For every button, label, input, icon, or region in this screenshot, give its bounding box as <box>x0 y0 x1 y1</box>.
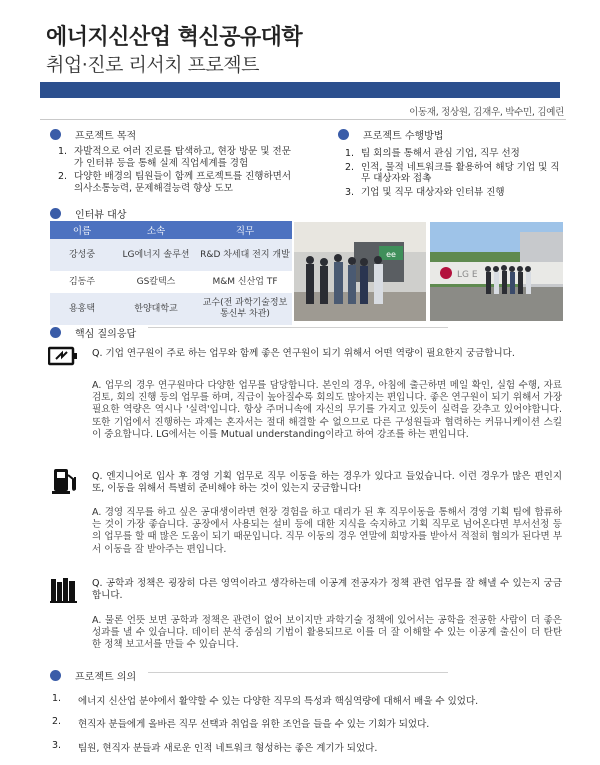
section-method-title: 프로젝트 수행방법 <box>363 131 444 142</box>
question-2: Q. 엔지니어로 입사 후 경영 기획 업무로 직무 이동을 하는 경우가 있다고 들었습니다. 이런 경우가 많은 편인지 또, 이동을 위해서 특별히 준비해야 하는 것이 있는지 궁금합니다! <box>92 471 562 494</box>
header-band <box>40 82 560 98</box>
page-title: 에너지신산업 혁신공유대학 <box>46 25 303 50</box>
table-row: 용홍택 한양대학교 교수(전 과학기술정보통신부 차관) <box>50 293 292 325</box>
section-purpose-title: 프로젝트 목적 <box>75 131 137 142</box>
divider <box>148 672 448 673</box>
bullet-icon <box>50 327 61 338</box>
books-icon <box>50 576 78 608</box>
table-header: 직무 <box>198 221 292 239</box>
divider <box>148 327 448 328</box>
method-list <box>345 148 563 200</box>
list-item: 1. 팀 회의를 통해서 관심 기업, 직무 선정 <box>345 148 520 159</box>
purpose-list <box>58 146 298 196</box>
list-item: 3. 기업 및 직무 대상자와 인터뷰 진행 <box>345 186 505 198</box>
interview-table <box>50 221 292 325</box>
question-1: Q. 기업 연구원이 주로 하는 업무와 함께 좋은 연구원이 되기 위해서 어떤 역량이 필요한지 궁금합니다. <box>92 348 515 359</box>
table-row: 강성중 LG에너지 솔루션 R&D 차세대 전지 개발 <box>50 239 292 271</box>
bullet-icon <box>50 670 61 681</box>
interview-photo-office <box>294 222 426 321</box>
section-meaning-heading <box>50 668 136 683</box>
battery-icon <box>48 346 78 370</box>
section-interview-title: 인터뷰 대상 <box>75 210 127 221</box>
answer-1: A. 업무의 경우 연구원마다 다양한 업무를 담당합니다. 본인의 경우, 아침에 출근하면 메일 확인, 실험 수행, 자료 검토, 회의 진행 등의 업무를 하며, 직급이 높아질수록 회의도 많아지는 편입니다. 좋은 연구원이 되기 위해서 가장 필요한 역량은 역시나 '실력'입니다. 항상 주머니속에 자신의 무기를 가지고 있듯이 실력을 갖추고 있어야합니다. 또한 기업에서 진행하는 과제는 혼자서는 절대 해결할 수 없으므로 다른 구성원들과 협력하는 커뮤니케이션 스킬이 중요합니다. LG에서는 이를 Mutual understanding이라고 하여 강조를 하는 편입니다. <box>92 380 562 440</box>
answer-3: A. 물론 언뜻 보면 공학과 정책은 관련이 없어 보이지만 과학기술 정책에 있어서는 공학을 전공한 사람이 더 좋은 성과를 낼 수 있습니다. 데이터 분석 중심의 기법이 활용되므로 이를 더 잘 이해할 수 있는 이공계 출신이 더 탄탄한 정책 보고서를 만들 수 있습니다. <box>92 615 562 651</box>
lg-sign-text: LG E <box>457 270 478 280</box>
table-header: 이름 <box>50 221 114 239</box>
section-method-heading <box>338 127 443 142</box>
bullet-icon <box>338 129 349 140</box>
sign-text: ee <box>386 250 396 259</box>
table-header: 소속 <box>114 221 198 239</box>
meaning-item-3: 3. 팀원, 현직자 분들과 새로운 인적 네트워크 형성하는 좋은 계기가 되었다. <box>52 740 378 754</box>
fuel-pump-icon <box>52 467 78 499</box>
section-interview-heading <box>50 206 126 221</box>
section-purpose-heading <box>50 127 136 142</box>
list-item: 2. 다양한 배경의 팀원들이 함께 프로젝트를 진행하면서 의사소통능력, 문제해결능력 향상 도모 <box>58 171 291 194</box>
section-qa-heading <box>50 325 136 340</box>
divider <box>40 119 566 120</box>
meaning-item-1: 1. 에너지 신산업 분야에서 활약할 수 있는 다양한 직무의 특성과 핵심역량에 대해서 배울 수 있었다. <box>52 693 479 707</box>
meaning-item-2: 2. 현직자 분들에게 올바른 직무 선택과 취업을 위한 조언을 들을 수 있는 기회가 되었다. <box>52 716 430 730</box>
question-3: Q. 공학과 정책은 굉장히 다른 영역이라고 생각하는데 이공계 전공자가 정책 관련 업무를 잘 해낼 수 있는지 궁금합니다. <box>92 578 562 601</box>
page-subtitle: 취업·진로 리서치 프로젝트 <box>46 54 260 76</box>
list-item: 2. 인적, 물적 네트워크를 활용하여 해당 기업 및 직무 대상자와 접촉 <box>345 161 560 184</box>
bullet-icon <box>50 129 61 140</box>
authors: 이동재, 정상원, 김재우, 박수민, 김예린 <box>409 107 564 118</box>
table-row: 김동주 GS칼텍스 M&M 신산업 TF <box>50 271 292 293</box>
list-item: 1. 자발적으로 여러 진로를 탐색하고, 현장 방문 및 전문가 인터뷰 등을 통해 실제 직업세계를 경험 <box>58 146 291 169</box>
section-qa-title: 핵심 질의응답 <box>75 329 137 340</box>
interview-photo-lg <box>430 222 563 321</box>
bullet-icon <box>50 208 61 219</box>
section-meaning-title: 프로젝트 의의 <box>75 672 137 683</box>
answer-2: A. 경영 직무를 하고 싶은 공대생이라면 현장 경험을 하고 대리가 된 후 직무이동을 통해서 경영 기획 팀에 합류하는 것이 가장 좋습니다. 공장에서 사용되는 설비 등에 대한 지식을 숙지하고 기획 직무로 넘어온다면 부서선정 등의 업무를 할 때 많은 도움이 되기 때문입니다. 직무 이동의 경우 연말에 희망자를 받아서 적절히 협의가 된다면 부서 이동을 잘 받아주는 편입니다. <box>92 507 562 555</box>
